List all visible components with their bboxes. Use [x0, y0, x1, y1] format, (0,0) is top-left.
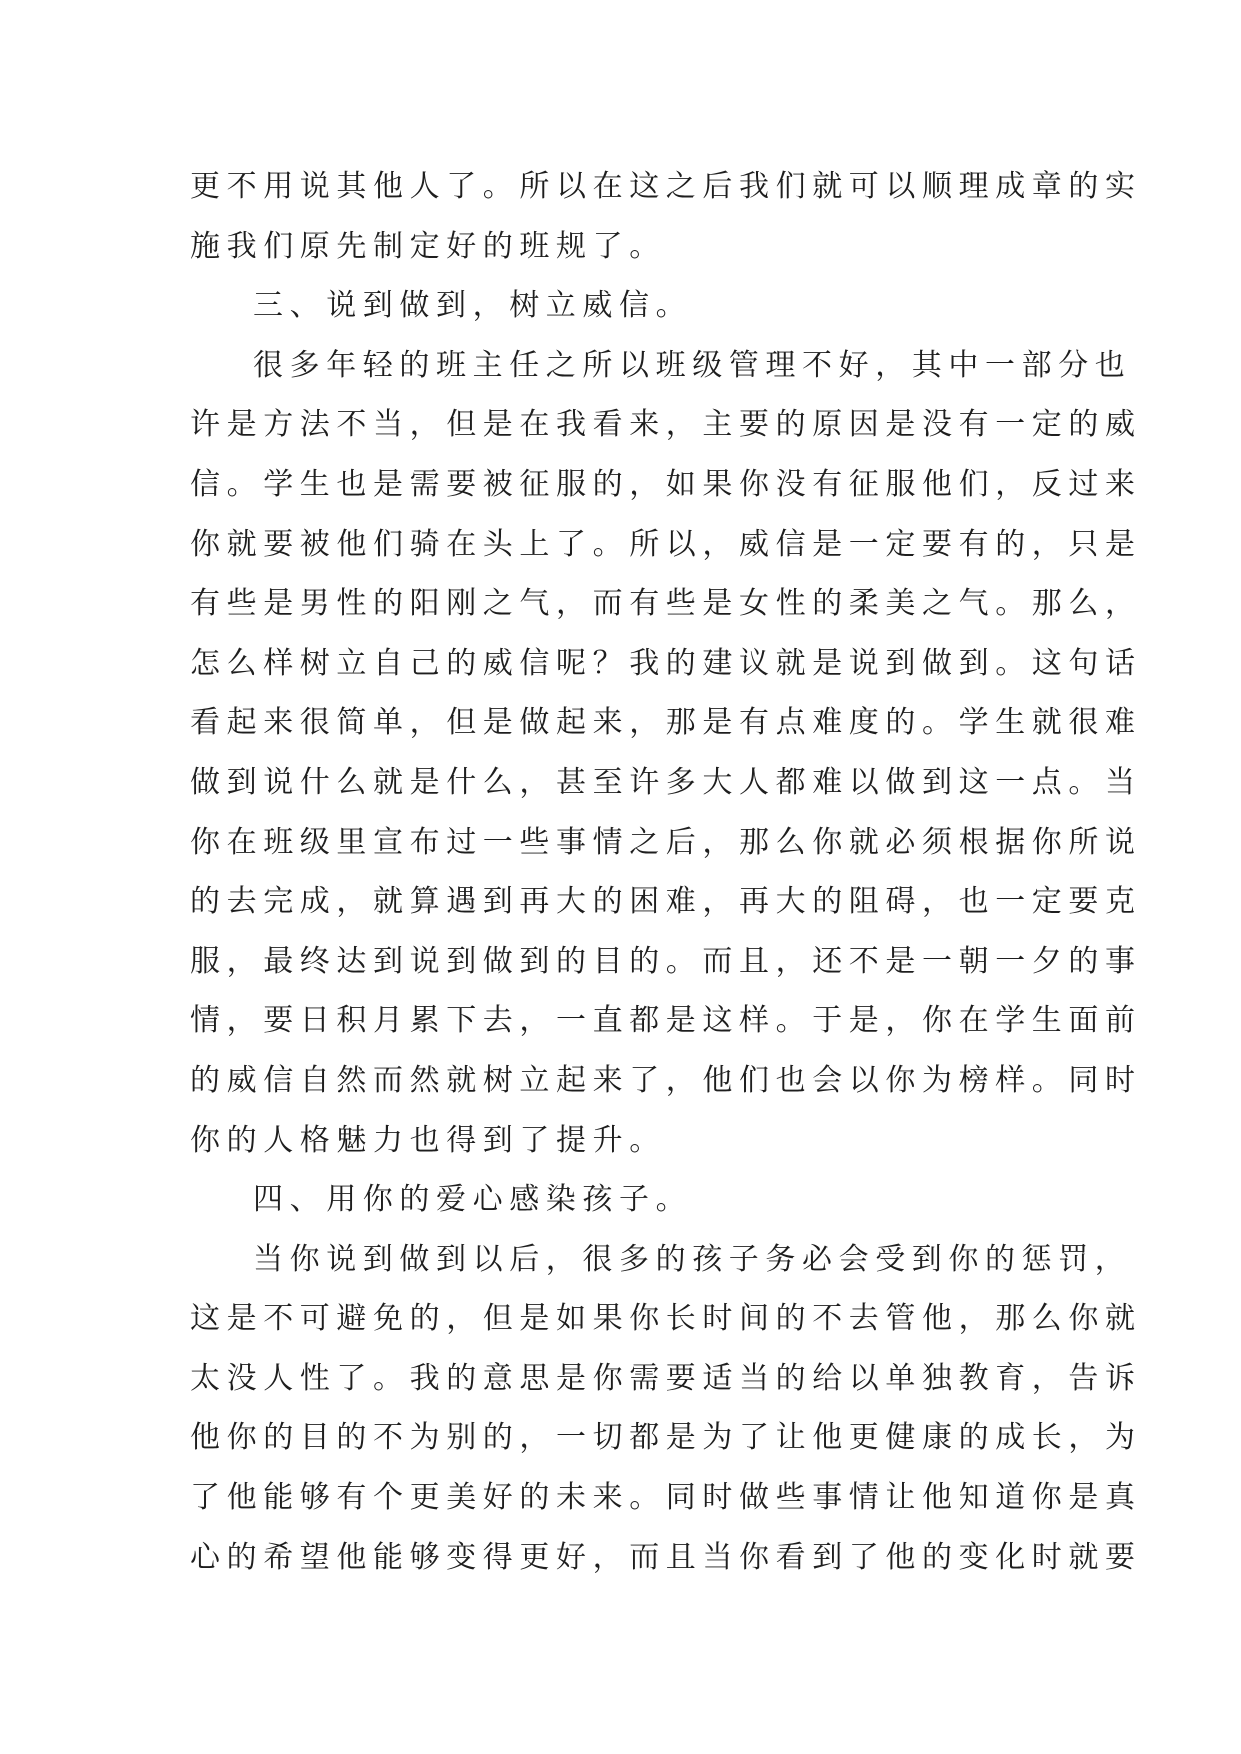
paragraph-first-line: 很多年轻的班主任之所以班级管理不好，其中一部分也 [253, 347, 1132, 383]
paragraph-first-line: 当你说到做到以后，很多的孩子务必会受到你的惩罚， [253, 1241, 1132, 1277]
text-line: 情，要日积月累下去，一直都是这样。于是，你在学生面前 [190, 1003, 1142, 1039]
text-line: 做到说什么就是什么，甚至许多大人都难以做到这一点。当 [190, 764, 1142, 800]
text-line: 你在班级里宣布过一些事情之后，那么你就必须根据你所说 [190, 824, 1142, 860]
text-line: 信。学生也是需要被征服的，如果你没有征服他们，反过来 [190, 466, 1142, 502]
text-line: 你就要被他们骑在头上了。所以，威信是一定要有的，只是 [190, 526, 1142, 562]
text-line: 你的人格魅力也得到了提升。 [190, 1122, 666, 1158]
text-line: 心的希望他能够变得更好，而且当你看到了他的变化时就要 [190, 1539, 1142, 1575]
text-line: 了他能够有个更美好的未来。同时做些事情让他知道你是真 [190, 1480, 1142, 1516]
section-heading: 四、用你的爱心感染孩子。 [253, 1182, 693, 1218]
text-line: 怎么样树立自己的威信呢？我的建议就是说到做到。这句话 [190, 645, 1142, 681]
text-line: 更不用说其他人了。所以在这之后我们就可以顺理成章的实 [190, 169, 1142, 204]
text-line: 这是不可避免的，但是如果你长时间的不去管他，那么你就 [190, 1301, 1142, 1337]
section-heading: 三、说到做到，树立威信。 [253, 288, 693, 324]
text-line: 服，最终达到说到做到的目的。而且，还不是一朝一夕的事 [190, 943, 1142, 979]
document-body [190, 157, 1142, 1587]
text-line: 的去完成，就算遇到再大的困难，再大的阻碍，也一定要克 [190, 884, 1142, 920]
text-line: 施我们原先制定好的班规了。 [190, 228, 666, 264]
text-line: 看起来很简单，但是做起来，那是有点难度的。学生就很难 [190, 705, 1142, 741]
text-line: 太没人性了。我的意思是你需要适当的给以单独教育，告诉 [190, 1360, 1142, 1396]
text-line: 的威信自然而然就树立起来了，他们也会以你为榜样。同时 [190, 1062, 1142, 1098]
text-line: 他你的目的不为别的，一切都是为了让他更健康的成长，为 [190, 1420, 1142, 1456]
text-line: 有些是男性的阳刚之气，而有些是女性的柔美之气。那么， [190, 586, 1142, 622]
text-line: 许是方法不当，但是在我看来，主要的原因是没有一定的威 [190, 407, 1142, 443]
